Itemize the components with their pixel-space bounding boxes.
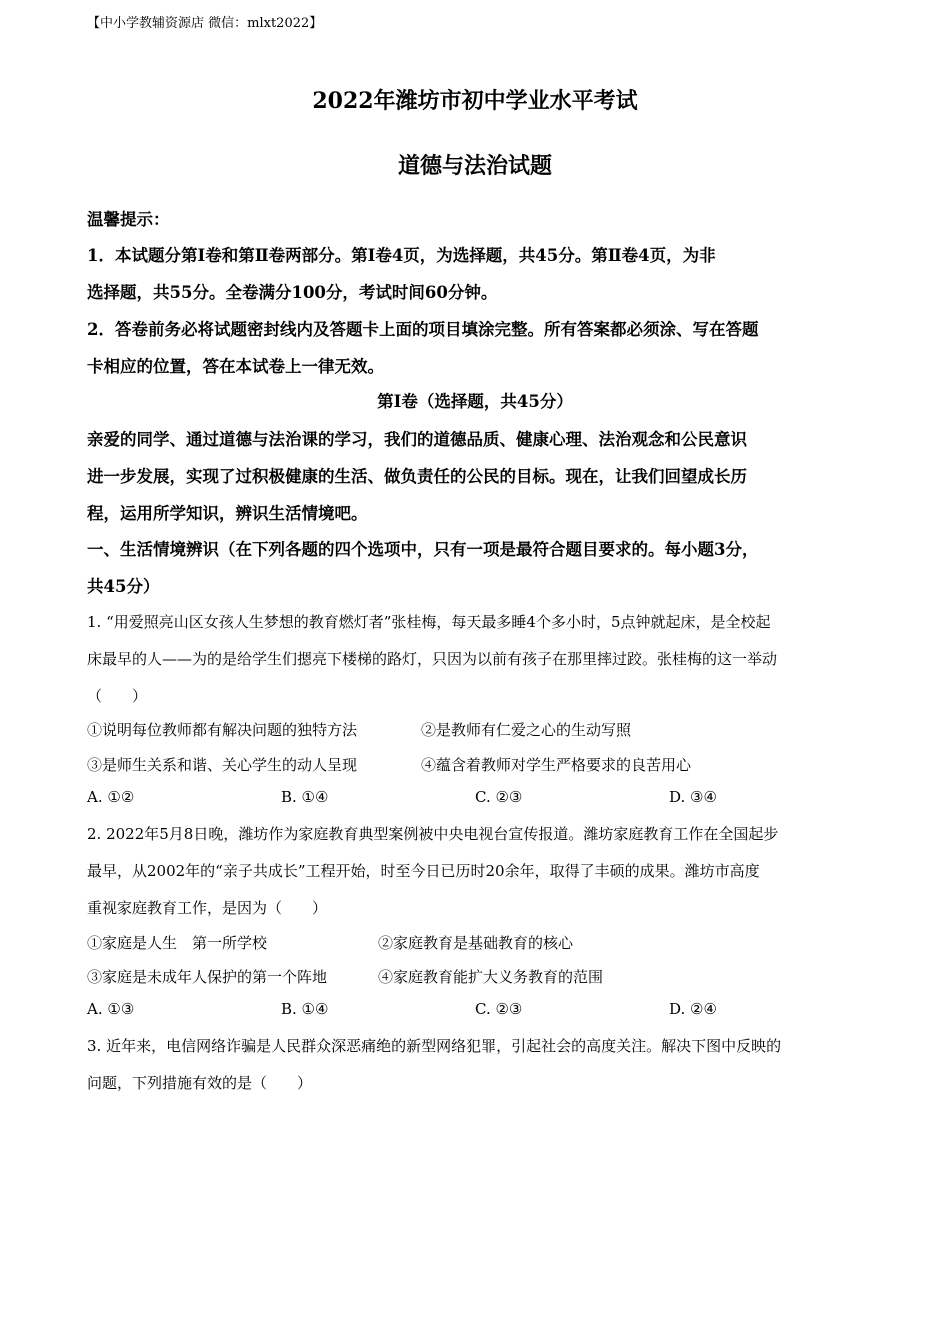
exam-subject-title: 道德与法治试题 <box>397 153 552 179</box>
question-1-line-1: 1. “用爱照亮山区女孩人生梦想的教育燃灯者”张桂梅，每天最多睡4个多小时，5点钟就起床，是全校起 <box>87 613 771 631</box>
part-heading-line-2: 共45分） <box>87 577 160 596</box>
question-1-statement-4: ④蕴含着教师对学生严格要求的良苦用心 <box>421 756 692 774</box>
intro-line-3: 程，运用所学知识，辨识生活情境吧。 <box>87 504 368 523</box>
question-2-line-1: 2. 2022年5月8日晚，潍坊作为家庭教育典型案例被中央电视台宣传报道。潍坊家庭教育工作在全国起步 <box>87 825 779 843</box>
part-heading-line-1: 一、生活情境辨识（在下列各题的四个选项中，只有一项是最符合题目要求的。每小题3分， <box>87 540 759 559</box>
question-1-statement-1: ①说明每位教师都有解决问题的独特方法 <box>87 721 358 739</box>
intro-line-2: 进一步发展，实现了过积极健康的生活、做负责任的公民的目标。现在，让我们回望成长历 <box>87 467 747 486</box>
question-3-line-1: 3. 近年来，电信网络诈骗是人民群众深恶痛绝的新型网络犯罪，引起社会的高度关注。解决下图中反映的 <box>87 1037 782 1055</box>
exam-title: 2022年潍坊市初中学业水平考试 <box>312 88 638 114</box>
question-2-line-3: 重视家庭教育工作，是因为（ ） <box>87 899 328 917</box>
question-2-statement-2: ②家庭教育是基础教育的核心 <box>378 934 574 952</box>
question-2-statement-3: ③家庭是未成年人保护的第一个阵地 <box>87 968 328 986</box>
notice-item-1-line-2: 选择题，共55分。全卷满分100分，考试时间60分钟。 <box>87 283 498 302</box>
notice-heading: 温馨提示： <box>87 210 170 229</box>
question-1-option-d: D. ③④ <box>669 788 717 806</box>
question-1-statement-2: ②是教师有仁爱之心的生动写照 <box>421 721 632 739</box>
question-2-option-b: B. ①④ <box>281 1000 329 1018</box>
question-1-line-2: 床最早的人——为的是给学生们摁亮下楼梯的路灯，只因为以前有孩子在那里摔过跤。张桂梅的这一举动 <box>87 650 778 668</box>
question-2-option-a: A. ①③ <box>87 1000 135 1018</box>
question-2-line-2: 最早，从2002年的“亲子共成长”工程开始，时至今日已历时20余年，取得了丰硕的成果。潍坊市高度 <box>87 862 760 880</box>
question-1-option-a: A. ①② <box>87 788 135 806</box>
intro-line-1: 亲爱的同学、通过道德与法治课的学习，我们的道德品质、健康心理、法治观念和公民意识 <box>87 430 747 449</box>
notice-item-2-line-1: 2．答卷前务必将试题密封线内及答题卡上面的项目填涂完整。所有答案都必须涂、写在答题 <box>87 320 759 339</box>
question-2-statement-4: ④家庭教育能扩大义务教育的范围 <box>378 968 604 986</box>
page-header: 【中小学教辅资源店 微信：mlxt2022】 <box>87 16 323 31</box>
question-1-option-c: C. ②③ <box>475 788 523 806</box>
question-1-line-3: （ ） <box>87 687 148 705</box>
question-1-option-b: B. ①④ <box>281 788 329 806</box>
question-1-statement-3: ③是师生关系和谐、关心学生的动人呈现 <box>87 756 358 774</box>
question-2-statement-1: ①家庭是人生 第一所学校 <box>87 934 268 952</box>
section-title: 第Ⅰ卷（选择题，共45分） <box>377 392 573 411</box>
notice-item-1-line-1: 1．本试题分第Ⅰ卷和第Ⅱ卷两部分。第Ⅰ卷4页，为选择题，共45分。第Ⅱ卷4页，为非 <box>87 246 716 265</box>
question-2-option-d: D. ②④ <box>669 1000 717 1018</box>
notice-item-2-line-2: 卡相应的位置，答在本试卷上一律无效。 <box>87 357 384 376</box>
question-3-line-2: 问题，下列措施有效的是（ ） <box>87 1074 313 1092</box>
question-2-option-c: C. ②③ <box>475 1000 523 1018</box>
